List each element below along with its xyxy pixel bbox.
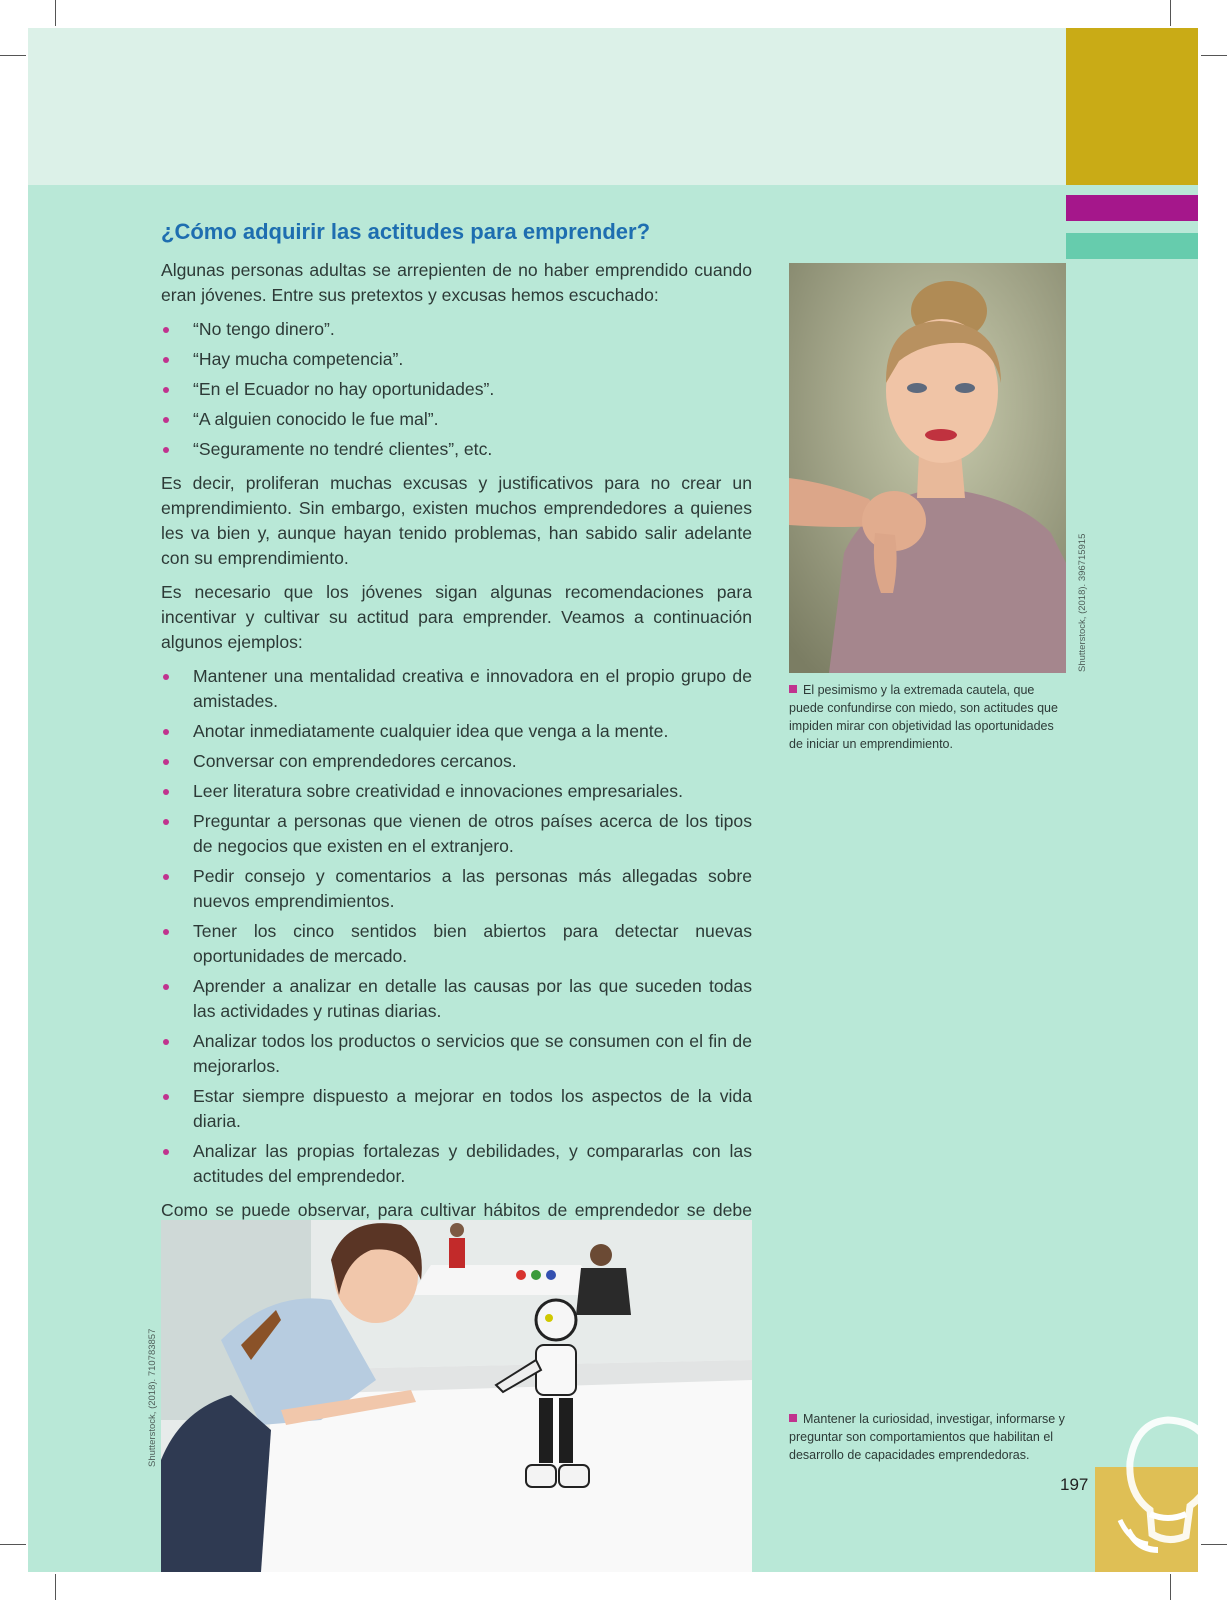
paragraph-2: Es decir, proliferan muchas excusas y justificativos para no crear un emprendimiento. Sin embargo, existen muchos emprendedores a quienes les va bien y, aunque hayan tenido problemas, han sabido salir adelante con su emprendimiento.: [161, 473, 752, 568]
recommendations-list: [161, 664, 752, 1189]
list-item: Pedir consejo y comentarios a las personas más allegadas sobre nuevos emprendimientos.: [161, 864, 752, 914]
bullet-icon: [163, 1094, 169, 1100]
photo-credit-robot: Shutterstock, (2018). 710783857: [147, 1328, 158, 1467]
bullet-icon: [163, 1149, 169, 1155]
paragraph-3: Es necesario que los jóvenes sigan algunas recomendaciones para incentivar y cultivar su actitud para emprender. Veamos a continuación algunos ejemplos:: [161, 582, 752, 652]
color-tab-teal: [1066, 233, 1198, 259]
bullet-icon: [163, 929, 169, 935]
list-item: Analizar todos los productos o servicios que se consumen con el fin de mejorarlos.: [161, 1029, 752, 1079]
list-item: “A alguien conocido le fue mal”.: [161, 407, 752, 432]
caption-square-icon: [789, 1414, 797, 1422]
photo-girl-with-robot: [161, 1220, 752, 1572]
list-item: “No tengo dinero”.: [161, 317, 752, 342]
list-item: Anotar inmediatamente cualquier idea que venga a la mente.: [161, 719, 752, 744]
list-item: Aprender a analizar en detalle las causas por las que suceden todas las actividades y rutinas diarias.: [161, 974, 752, 1024]
excuses-list: [161, 317, 752, 462]
crop-mark: [0, 1544, 26, 1545]
photo-credit-woman: Shutterstock, (2018). 396715915: [1077, 533, 1088, 672]
text-column: [161, 218, 752, 1282]
list-item: Mantener una mentalidad creativa e innovadora en el propio grupo de amistades.: [161, 664, 752, 714]
bullet-icon: [163, 729, 169, 735]
crop-mark: [55, 0, 56, 26]
crop-mark: [1170, 1574, 1171, 1600]
caption-robot: Mantener la curiosidad, investigar, informarse y preguntar son comportamientos que habilitan el desarrollo de capacidades emprendedoras.: [789, 1412, 1065, 1462]
page-number: 197: [1060, 1475, 1089, 1494]
bullet-icon: [163, 759, 169, 765]
bullet-icon: [163, 819, 169, 825]
color-tab-gold: [1066, 28, 1198, 185]
conclusion-paragraph: Como se puede observar, para cultivar hábitos de emprendedor se debe: [161, 1200, 752, 1220]
list-item: Leer literatura sobre creatividad e innovaciones empresariales.: [161, 779, 752, 804]
list-item: “Hay mucha competencia”.: [161, 347, 752, 372]
caption-woman: El pesimismo y la extremada cautela, que puede confundirse con miedo, son actitudes que impiden mirar con objetividad las oportunidades de iniciar un emprendimiento.: [789, 683, 1058, 751]
bullet-icon: [163, 1039, 169, 1045]
list-item: Tener los cinco sentidos bien abiertos para detectar nuevas oportunidades de mercado.: [161, 919, 752, 969]
list-item: Estar siempre dispuesto a mejorar en todos los aspectos de la vida diaria.: [161, 1084, 752, 1134]
bullet-icon: [163, 789, 169, 795]
bullet-icon: [163, 417, 169, 423]
bullet-icon: [163, 387, 169, 393]
bullet-icon: [163, 357, 169, 363]
bullet-icon: [163, 327, 169, 333]
crop-mark: [0, 55, 26, 56]
intro-paragraph: Algunas personas adultas se arrepienten de no haber emprendido cuando eran jóvenes. Entre sus pretextos y excusas hemos escuchado:: [161, 260, 752, 305]
crop-mark: [55, 1574, 56, 1600]
bullet-icon: [163, 674, 169, 680]
header-band: [28, 28, 1066, 185]
bullet-icon: [163, 984, 169, 990]
list-item: Conversar con emprendedores cercanos.: [161, 749, 752, 774]
photo-woman-thumbs-down: [789, 263, 1066, 673]
bullet-icon: [163, 874, 169, 880]
list-item: “Seguramente no tendré clientes”, etc.: [161, 437, 752, 462]
color-tab-magenta: [1066, 195, 1198, 221]
lightbulb-icon: [1098, 1410, 1218, 1560]
list-item: Analizar las propias fortalezas y debilidades, y compararlas con las actitudes del emprendedor.: [161, 1139, 752, 1189]
caption-square-icon: [789, 685, 797, 693]
woman-illustration: [789, 263, 1066, 673]
crop-mark: [1170, 0, 1171, 26]
crop-mark: [1201, 55, 1227, 56]
bullet-icon: [163, 447, 169, 453]
section-heading: ¿Cómo adquirir las actitudes para emprender?: [161, 219, 651, 244]
list-item: Preguntar a personas que vienen de otros países acerca de los tipos de negocios que existen en el extranjero.: [161, 809, 752, 859]
list-item: “En el Ecuador no hay oportunidades”.: [161, 377, 752, 402]
robot-illustration: [161, 1220, 752, 1572]
